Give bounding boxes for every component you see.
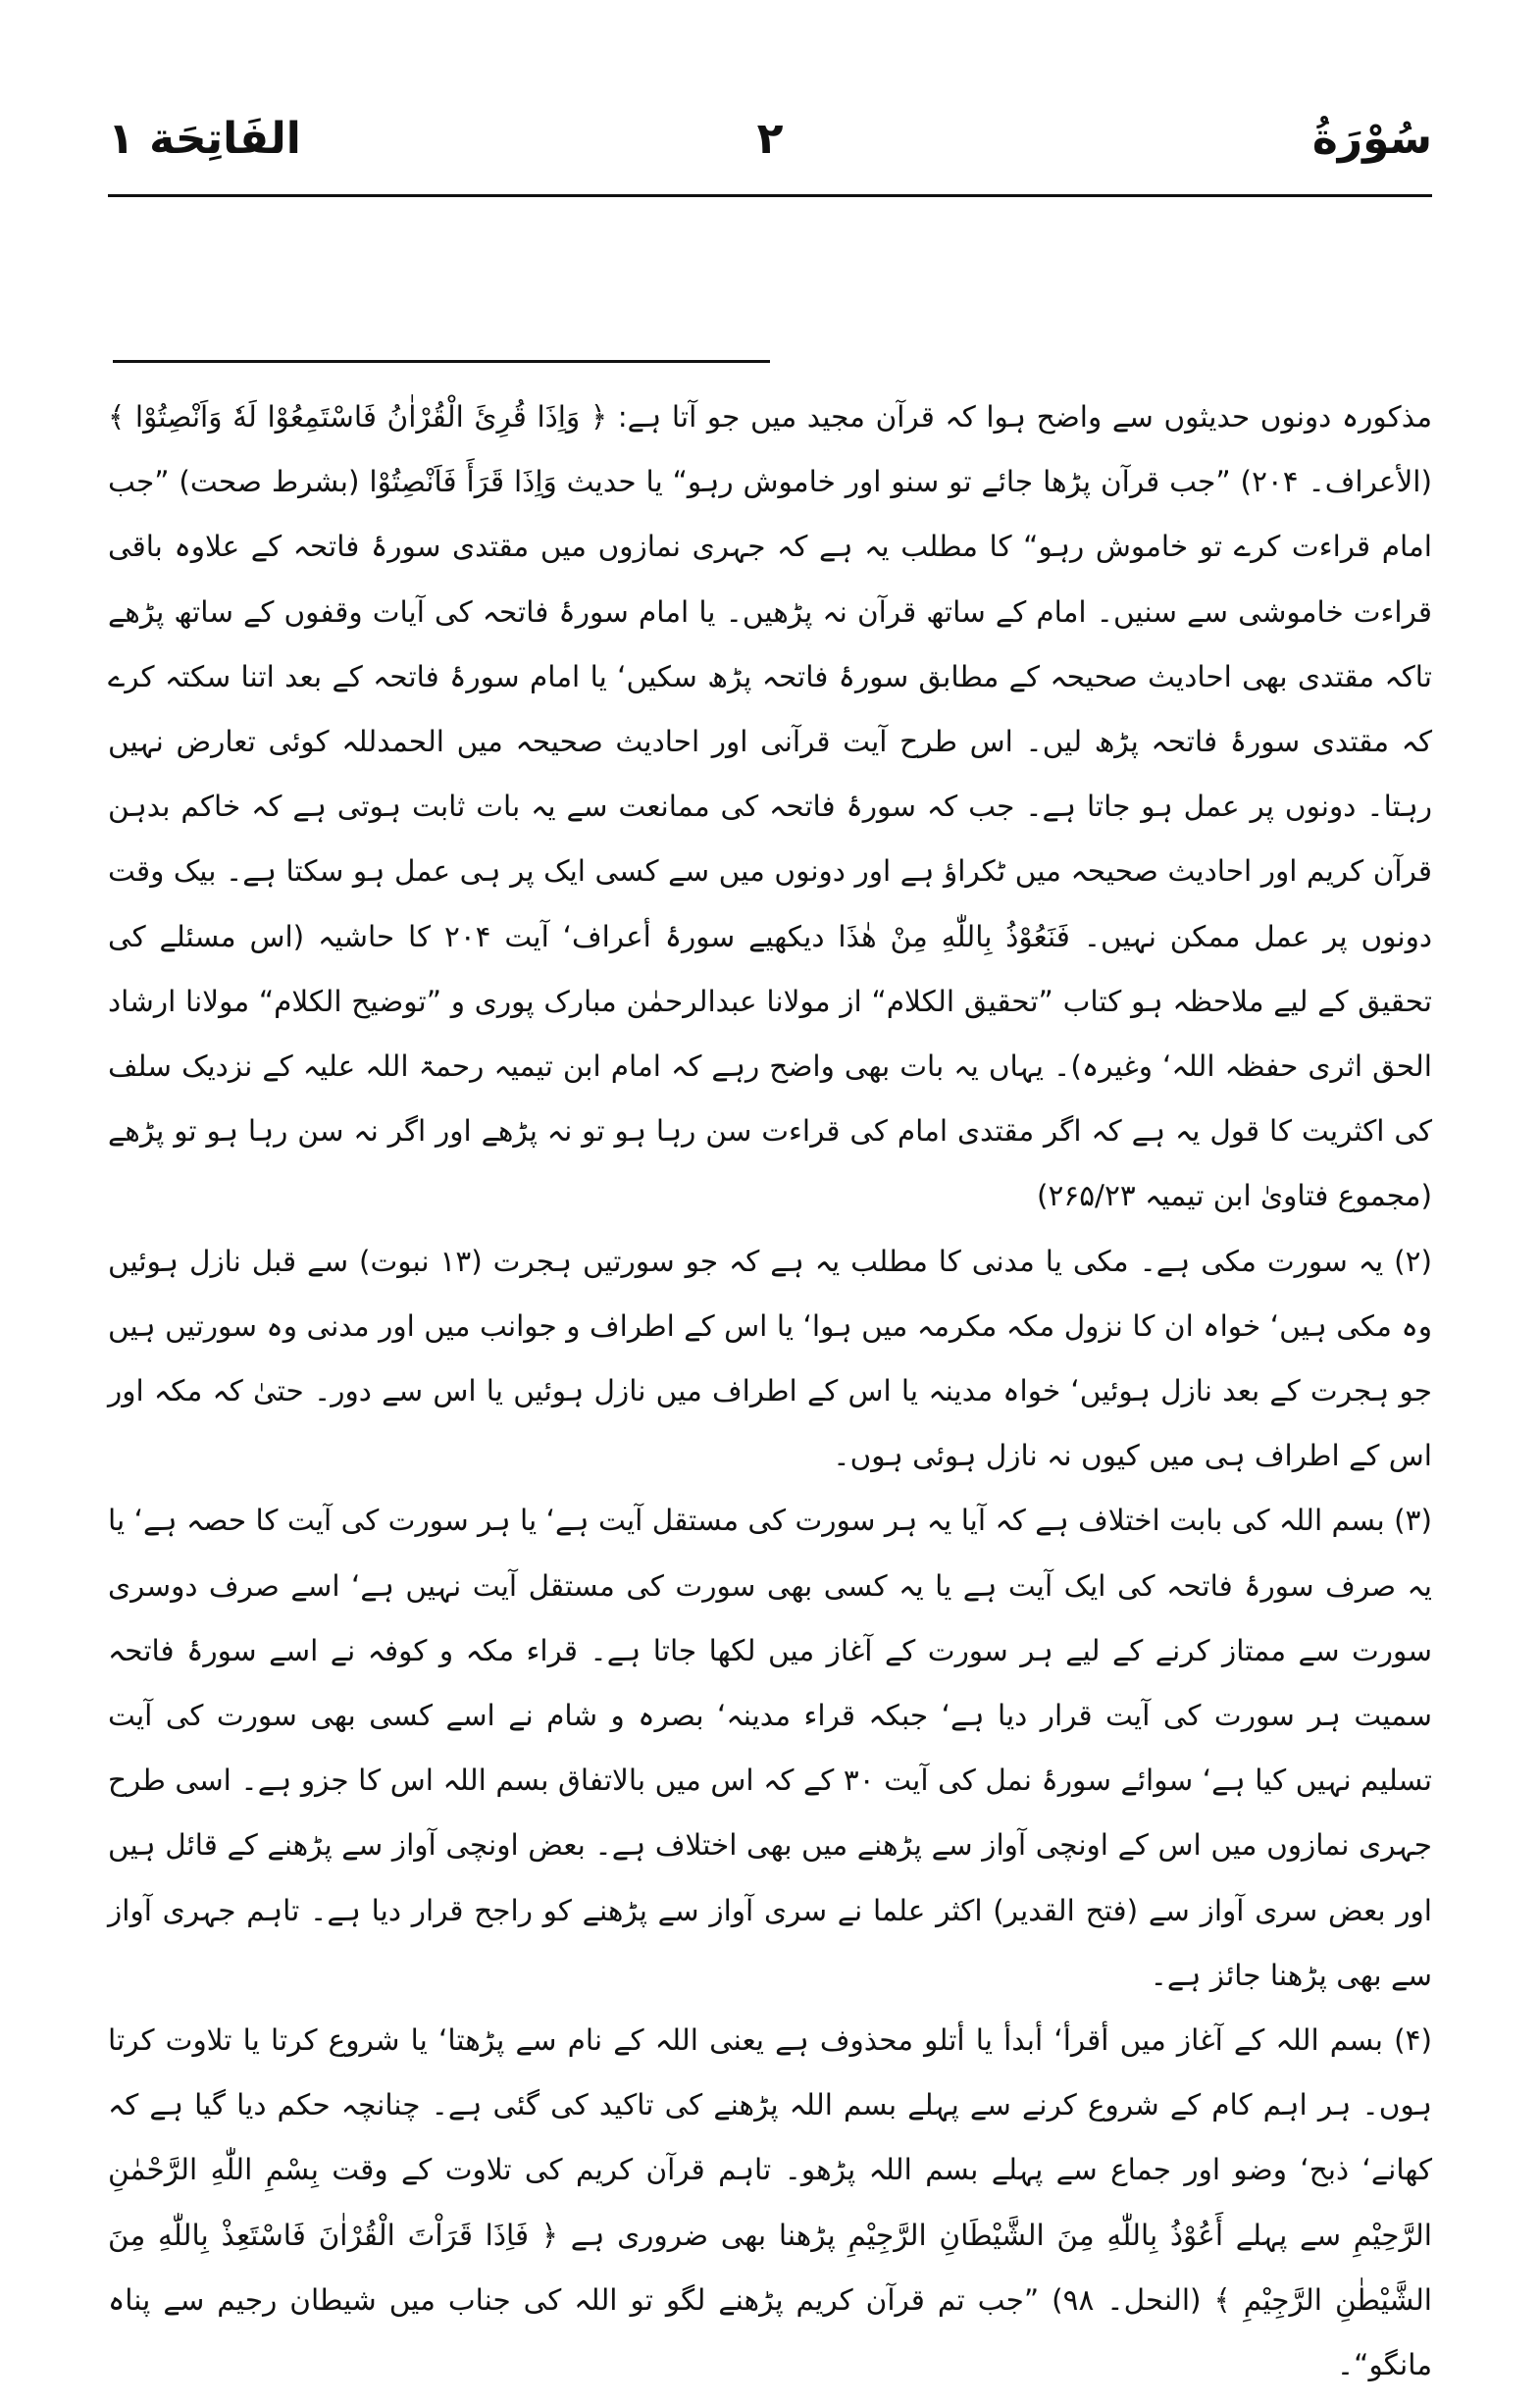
- paragraph-3: (۳) بسم اللہ کی بابت اختلاف ہے کہ آیا یہ ہر سورت کی مستقل آیت ہے‘ یا ہر سورت کی آیت کا حصہ ہے‘ یا یہ صرف سورۂ فاتحہ کی ایک آیت ہے یا یہ کسی بھی سورت کی مستقل آیت نہیں ہے‘ اسے صرف دوسری سورت سے ممتاز کرنے کے لیے ہر سورت کے آغاز میں لکھا جاتا ہے۔ قراء مکہ و کوفہ نے اسے سورۂ فاتحہ سمیت ہر سورت کی آیت قرار دیا ہے‘ جبکہ قراء مدینہ‘ بصرہ و شام نے اسے کسی بھی سورت کی آیت تسلیم نہیں کیا ہے‘ سوائے سورۂ نمل کی آیت ۳۰ کے کہ اس میں بالاتفاق بسم اللہ اس کا جزو ہے۔ اسی طرح جہری نمازوں میں اس کے اونچی آواز سے پڑھنے میں بھی اختلاف ہے۔ بعض اونچی آواز سے پڑھنے کے قائل ہیں اور بعض سری آواز سے (فتح القدیر) اکثر علما نے سری آواز سے پڑھنے کو راجح قرار دیا ہے۔ تاہم جہری آواز سے بھی پڑھنا جائز ہے۔: [108, 1504, 1432, 1992]
- paragraph-2: (۲) یہ سورت مکی ہے۔ مکی یا مدنی کا مطلب یہ ہے کہ جو سورتیں ہجرت (۱۳ نبوت) سے قبل نازل ہوئیں وہ مکی ہیں‘ خواہ ان کا نزول مکہ مکرمہ میں ہوا‘ یا اس کے اطراف و جوانب میں اور مدنی وہ سورتیں ہیں جو ہجرت کے بعد نازل ہوئیں‘ خواہ مدینہ یا اس کے اطراف میں نازل ہوئیں یا اس سے دور۔ حتیٰ کہ مکہ اور اس کے اطراف ہی میں کیوں نہ نازل ہوئی ہوں۔: [108, 1244, 1433, 1473]
- footnote-divider: [113, 360, 770, 363]
- page-header: [108, 106, 1432, 194]
- paragraph-1: مذکورہ دونوں حدیثوں سے واضح ہوا کہ قرآن مجید میں جو آتا ہے: ﴿ وَاِذَا قُرِئَ الْقُرْاٰنُ فَاسْتَمِعُوْا لَهٗ وَاَنْصِتُوْا ﴾ (الأعراف۔ ۲۰۴) ”جب قرآن پڑھا جائے تو سنو اور خاموش رہو“ یا حدیث وَاِذَا قَرَأَ فَاَنْصِتُوْا (بشرط صحت) ”جب امام قراءت کرے تو خاموش رہو“ کا مطلب یہ ہے کہ جہری نمازوں میں مقتدی سورۂ فاتحہ کے علاوہ باقی قراءت خاموشی سے سنیں۔ امام کے ساتھ قرآن نہ پڑھیں۔ یا امام سورۂ فاتحہ کی آیات وقفوں کے ساتھ پڑھے تاکہ مقتدی بھی احادیث صحیحہ کے مطابق سورۂ فاتحہ پڑھ سکیں‘ یا امام سورۂ فاتحہ کے بعد اتنا سکتہ کرے کہ مقتدی سورۂ فاتحہ پڑھ لیں۔ اس طرح آیت قرآنی اور احادیث صحیحہ میں الحمدللہ کوئی تعارض نہیں رہتا۔ دونوں پر عمل ہو جاتا ہے۔ جب کہ سورۂ فاتحہ کی ممانعت سے یہ بات ثابت ہوتی ہے کہ خاکم بدہن قرآن کریم اور احادیث صحیحہ میں ٹکراؤ ہے اور دونوں میں سے کسی ایک پر ہی عمل ہو سکتا ہے۔ بیک وقت دونوں پر عمل ممکن نہیں۔ فَنَعُوْذُ بِاللّٰهِ مِنْ هٰذَا دیکھیے سورۂ أعراف‘ آیت ۲۰۴ کا حاشیہ (اس مسئلے کی تحقیق کے لیے ملاحظہ ہو کتاب ”تحقیق الکلام“ از مولانا عبدالرحمٰن مبارک پوری و ”توضیح الکلام“ مولانا ارشاد الحق اثری حفظہ اللہ‘ وغیرہ)۔ یہاں یہ بات بھی واضح رہے کہ امام ابن تیمیہ رحمۃ اللہ علیہ کے نزدیک سلف کی اکثریت کا قول یہ ہے کہ اگر مقتدی امام کی قراءت سن رہا ہو تو نہ پڑھے اور اگر نہ سن رہا ہو تو پڑھے (مجموع فتاویٰ ابن تیمیہ ۲۶۵/۲۳): [108, 400, 1432, 1213]
- surah-label: سُوْرَةُ: [1311, 114, 1432, 164]
- commentary-text: [108, 384, 1432, 2397]
- surah-name: الفَاتِحَة ١: [108, 114, 301, 164]
- paragraph-4: (۴) بسم اللہ کے آغاز میں أقرأ‘ أبدأ یا أتلو محذوف ہے یعنی اللہ کے نام سے پڑھتا‘ یا شروع کرتا یا تلاوت کرتا ہوں۔ ہر اہم کام کے شروع کرنے سے پہلے بسم اللہ پڑھنے کی تاکید کی گئی ہے۔ چنانچہ حکم دیا گیا ہے کہ کھانے‘ ذبح‘ وضو اور جماع سے پہلے بسم اللہ پڑھو۔ تاہم قرآن کریم کی تلاوت کے وقت بِسْمِ اللّٰهِ الرَّحْمٰنِ الرَّحِيْمِ سے پہلے أَعُوْذُ بِاللّٰهِ مِنَ الشَّيْطَانِ الرَّجِيْمِ پڑھنا بھی ضروری ہے ﴿ فَاِذَا قَرَاْتَ الْقُرْاٰنَ فَاسْتَعِذْ بِاللّٰهِ مِنَ الشَّيْطٰنِ الرَّجِيْمِ ﴾ (النحل۔ ۹۸) ”جب تم قرآن کریم پڑھنے لگو تو اللہ کی جناب میں شیطان رجیم سے پناہ مانگو“۔: [108, 2023, 1432, 2382]
- page-number: ۲: [756, 114, 784, 164]
- header-divider: [108, 194, 1432, 197]
